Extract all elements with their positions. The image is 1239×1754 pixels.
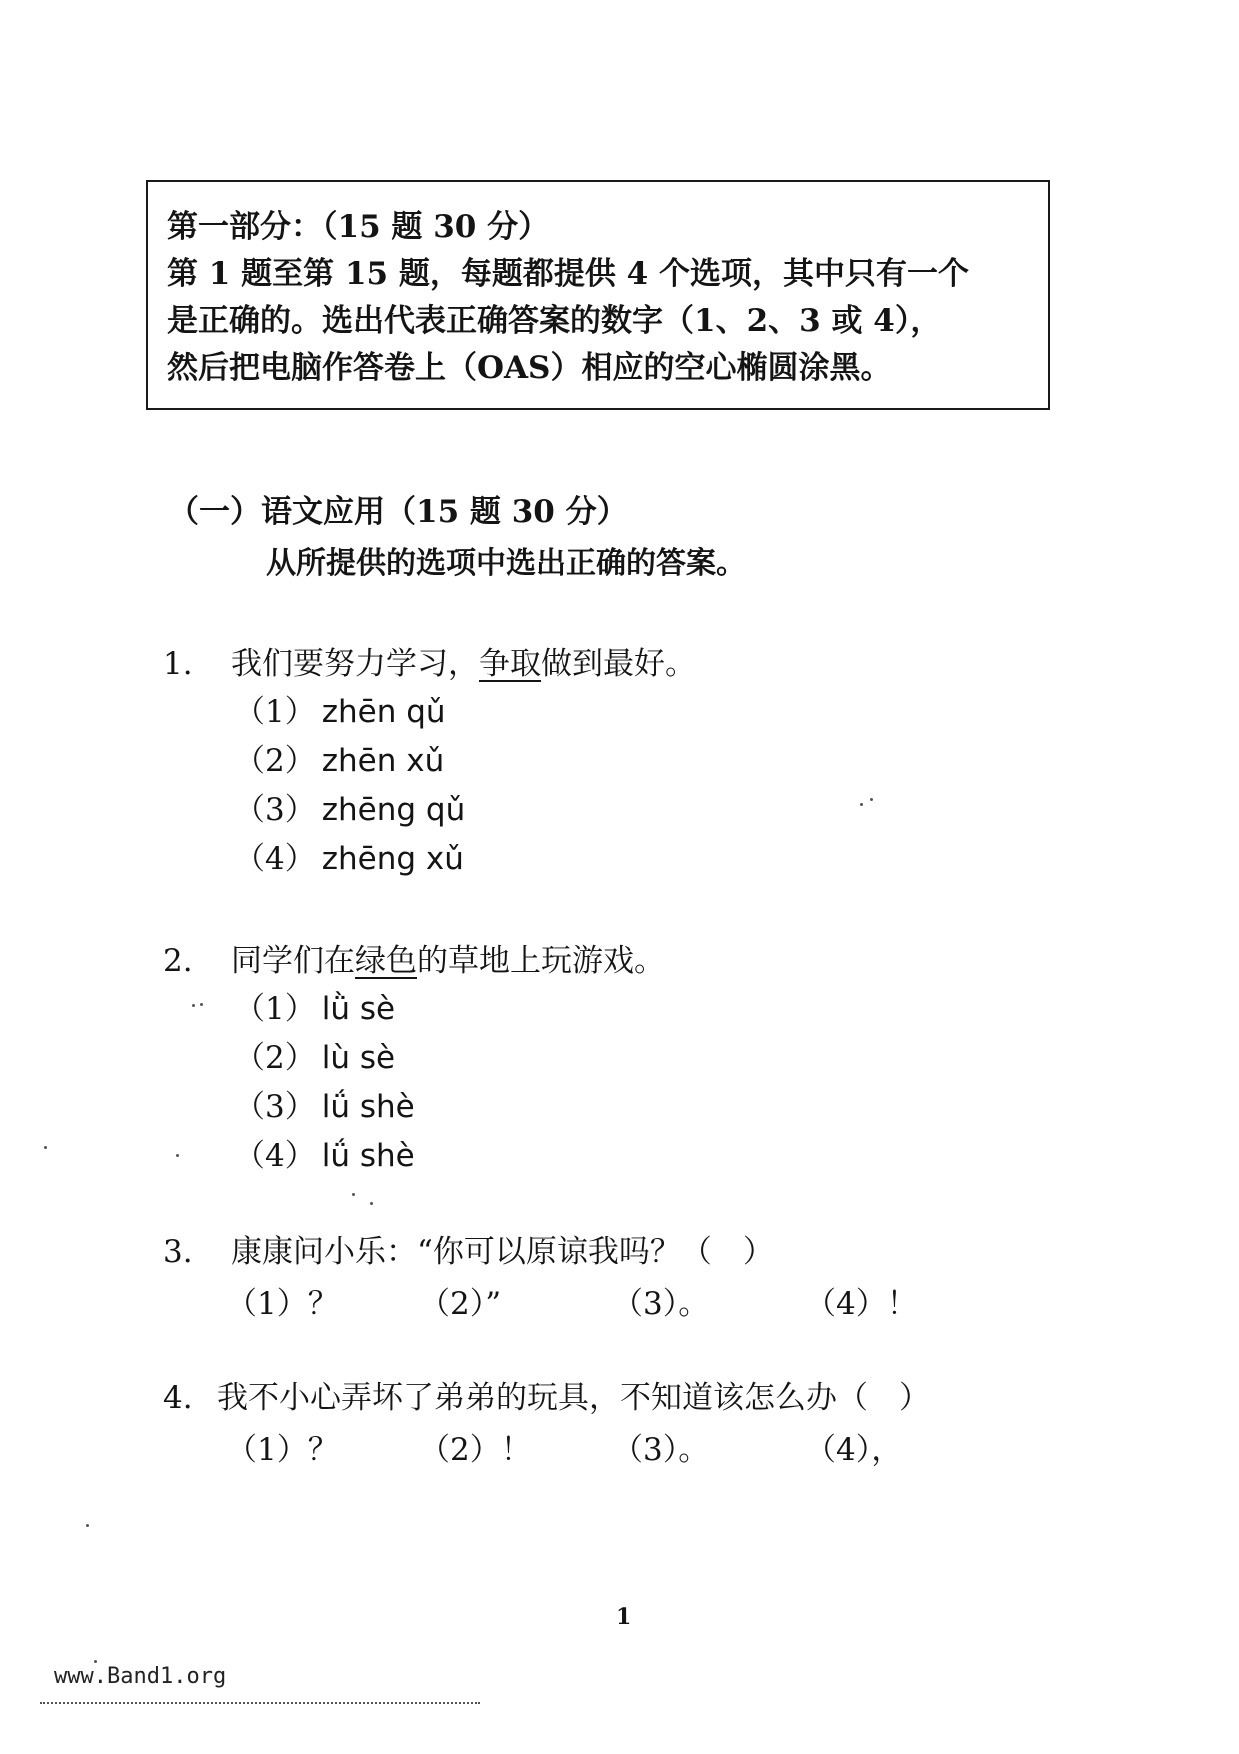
q3-option-4[interactable]: （4）！ bbox=[805, 1286, 918, 1322]
scan-speck bbox=[370, 1202, 373, 1205]
q1-option-3[interactable] bbox=[234, 784, 465, 829]
option-label: （1） bbox=[234, 991, 316, 1027]
q2-option-4[interactable] bbox=[234, 1130, 415, 1175]
footer-website: www.Band1.org bbox=[54, 1664, 227, 1689]
section-heading: （一）语文应用（15 题 30 分） bbox=[168, 494, 628, 530]
underlined-term: 绿色 bbox=[355, 943, 417, 979]
q2-option-2[interactable] bbox=[234, 1032, 395, 1077]
scan-speck bbox=[870, 798, 873, 801]
footer-divider bbox=[40, 1702, 480, 1704]
question-text-after: 的草地上玩游戏。 bbox=[417, 943, 665, 979]
option-label: （3） bbox=[234, 792, 316, 828]
page-number: 1 bbox=[616, 1604, 632, 1630]
scan-speck bbox=[200, 1003, 203, 1006]
scan-speck bbox=[176, 1154, 179, 1157]
question-text: 我不小心弄坏了弟弟的玩具，不知道该怎么办（ ） bbox=[217, 1380, 930, 1416]
part-instruction-line-1: 第 1 题至第 15 题，每题都提供 4 个选项，其中只有一个 bbox=[167, 256, 970, 292]
part-instruction-line-3: 然后把电脑作答卷上（OAS）相应的空心椭圆涂黑。 bbox=[167, 350, 892, 386]
question-number: 3. bbox=[163, 1234, 193, 1270]
q4-options bbox=[226, 1424, 998, 1469]
q1-option-2[interactable] bbox=[234, 735, 444, 780]
question-2 bbox=[163, 935, 665, 980]
scan-speck bbox=[352, 1193, 355, 1196]
q2-option-3[interactable] bbox=[234, 1081, 415, 1126]
question-text-after: 做到最好。 bbox=[541, 646, 696, 682]
option-label: （4） bbox=[234, 841, 316, 877]
q4-option-3[interactable]: （3）。 bbox=[612, 1432, 710, 1468]
question-4 bbox=[163, 1372, 930, 1417]
scan-speck bbox=[860, 803, 863, 806]
part-instruction-line-2: 是正确的。选出代表正确答案的数字（1、2、3 或 4）， bbox=[167, 303, 942, 339]
option-pinyin: lǜ sè bbox=[321, 991, 396, 1027]
question-1 bbox=[163, 638, 696, 683]
option-pinyin: zhēng qǔ bbox=[321, 792, 466, 828]
part-instructions-box bbox=[146, 180, 1050, 410]
q4-option-2[interactable]: （2）！ bbox=[419, 1432, 532, 1468]
q3-option-3[interactable]: （3）。 bbox=[612, 1286, 710, 1322]
q1-option-4[interactable] bbox=[234, 833, 464, 878]
option-pinyin: zhēn xǔ bbox=[321, 743, 445, 779]
scan-speck bbox=[86, 1524, 89, 1527]
option-label: （4） bbox=[234, 1138, 316, 1174]
question-number: 1. bbox=[163, 646, 193, 682]
question-text: 康康问小乐：“你可以原谅我吗？（ ） bbox=[231, 1234, 774, 1270]
question-number: 2. bbox=[163, 943, 193, 979]
q4-option-1[interactable]: （1）？ bbox=[226, 1432, 339, 1468]
q3-options bbox=[226, 1278, 998, 1323]
option-label: （1） bbox=[234, 694, 316, 730]
option-label: （3） bbox=[234, 1089, 316, 1125]
scan-speck bbox=[94, 1660, 97, 1663]
q3-option-1[interactable]: （1）？ bbox=[226, 1286, 339, 1322]
scan-speck bbox=[44, 1146, 47, 1149]
option-pinyin: lù sè bbox=[321, 1040, 396, 1076]
question-text-before: 同学们在 bbox=[231, 943, 355, 979]
q1-option-1[interactable] bbox=[234, 686, 446, 731]
option-label: （2） bbox=[234, 743, 316, 779]
question-3 bbox=[163, 1226, 774, 1271]
scan-speck bbox=[192, 1004, 195, 1007]
option-pinyin: zhēn qǔ bbox=[321, 694, 446, 730]
q3-option-2[interactable]: （2）” bbox=[419, 1286, 502, 1322]
option-pinyin: lǘ shè bbox=[321, 1138, 415, 1174]
q2-option-1[interactable] bbox=[234, 983, 395, 1028]
option-pinyin: lǘ shè bbox=[321, 1089, 415, 1125]
option-pinyin: zhēng xǔ bbox=[321, 841, 464, 877]
question-text-before: 我们要努力学习， bbox=[231, 646, 479, 682]
q4-option-4[interactable]: （4）， bbox=[805, 1432, 903, 1468]
question-number: 4. bbox=[163, 1380, 193, 1416]
option-label: （2） bbox=[234, 1040, 316, 1076]
part-title: 第一部分：（15 题 30 分） bbox=[167, 209, 550, 245]
underlined-term: 争取 bbox=[479, 646, 541, 682]
section-instruction: 从所提供的选项中选出正确的答案。 bbox=[266, 546, 746, 581]
